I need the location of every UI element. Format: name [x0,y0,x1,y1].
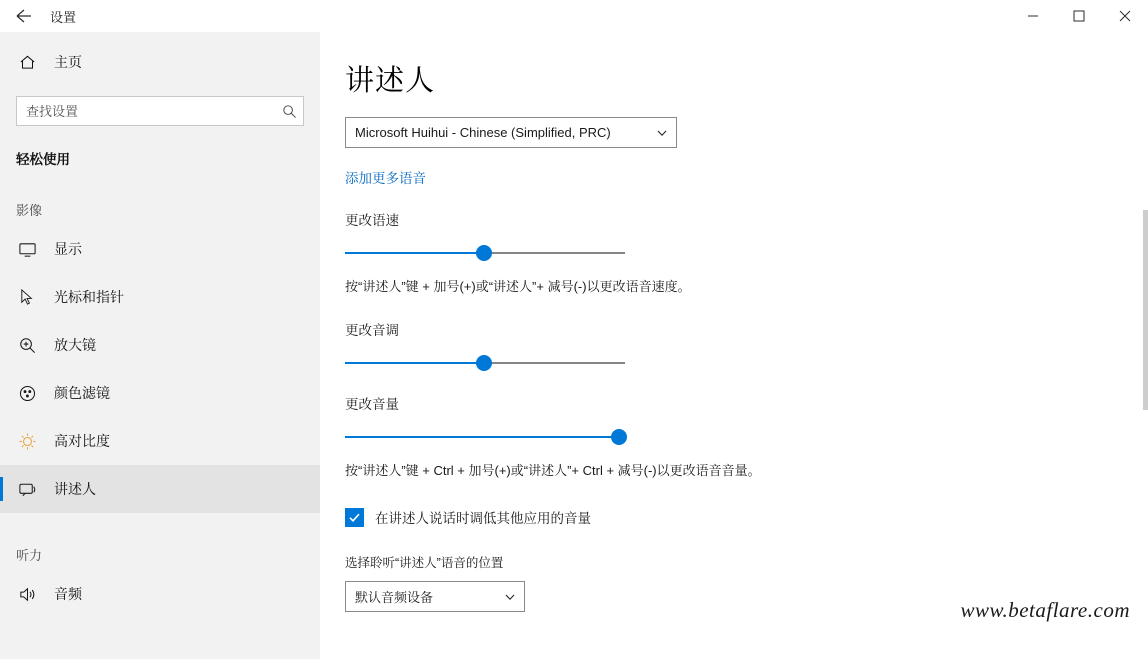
sidebar-item-narrator[interactable] [0,465,320,513]
page-title: 讲述人 [345,65,436,97]
voice-select-value: Microsoft Huihui - Chinese (Simplified, PRC) [355,125,611,140]
narrator-icon [16,480,38,499]
volume-label: 更改音量 [345,397,399,412]
maximize-button[interactable] [1056,0,1102,32]
title-bar [0,0,1148,32]
sidebar-item-audio[interactable] [0,570,320,618]
sidebar-item-label: 光标和指针 [54,289,124,305]
sidebar-item-label: 放大镜 [54,337,96,353]
sidebar-item-home[interactable] [0,42,320,82]
sidebar-item-label: 高对比度 [54,433,110,449]
slider-thumb[interactable] [611,429,627,445]
close-button[interactable] [1102,0,1148,32]
sidebar-home-label: 主页 [54,54,82,70]
volume-hint: 按“讲述人”键 + Ctrl + 加号(+)或“讲述人”+ Ctrl + 减号(-)以更改语音音量。 [345,463,761,478]
sidebar-item-color-filters[interactable] [0,369,320,417]
lower-volume-checkbox[interactable] [345,508,364,527]
sidebar-item-label: 颜色滤镜 [54,385,110,401]
scrollbar-thumb[interactable] [1143,210,1148,410]
lower-volume-checkbox-label: 在讲述人说话时调低其他应用的音量 [375,511,591,526]
minimize-button[interactable] [1010,0,1056,32]
output-device-select[interactable] [345,581,525,612]
slider-fill [345,252,484,254]
window-title: 设置 [50,9,77,25]
speed-hint: 按“讲述人”键 + 加号(+)或“讲述人”+ 减号(-)以更改语音速度。 [345,279,691,294]
back-arrow-icon [13,6,33,26]
sidebar-category-title: 轻松使用 [16,152,70,167]
sidebar-item-label: 显示 [54,241,82,257]
display-icon [16,240,38,259]
sidebar-item-label: 讲述人 [54,481,96,497]
color-filter-icon [16,384,38,403]
sidebar-item-display[interactable] [0,225,320,273]
add-more-voices-link[interactable]: 添加更多语音 [345,171,426,186]
sidebar-item-high-contrast[interactable] [0,417,320,465]
slider-thumb[interactable] [476,245,492,261]
speed-label: 更改语速 [345,213,399,228]
main-scrollbar[interactable] [1143,32,1148,659]
speed-slider[interactable] [345,245,625,261]
volume-slider[interactable] [345,429,625,445]
cursor-pointer-icon [16,288,38,307]
slider-fill [345,436,620,438]
back-button[interactable] [0,0,46,32]
search-input[interactable] [17,103,275,120]
watermark: www.betaflare.com [960,598,1130,622]
home-icon [16,54,38,71]
sidebar-item-cursor-pointer[interactable] [0,273,320,321]
lower-volume-checkbox-row[interactable] [345,507,1148,527]
sidebar-group-heading-vision: 影像 [16,203,43,218]
audio-icon [16,585,38,604]
slider-fill [345,362,484,364]
sidebar-item-magnifier[interactable] [0,321,320,369]
search-box[interactable] [16,96,304,126]
chevron-down-icon [496,591,524,603]
sidebar-group-heading-hearing: 听力 [16,548,43,563]
pitch-slider[interactable] [345,355,625,371]
search-icon[interactable] [275,104,303,119]
sidebar-item-label: 音频 [54,586,82,602]
chevron-down-icon [648,127,676,139]
magnifier-icon [16,336,38,355]
pitch-label: 更改音调 [345,323,399,338]
output-device-label: 选择聆听“讲述人”语音的位置 [345,556,504,570]
high-contrast-icon [16,432,38,451]
sidebar [0,32,320,659]
voice-select[interactable] [345,117,677,148]
main-content [320,32,1148,659]
slider-thumb[interactable] [476,355,492,371]
window-controls [1010,0,1148,32]
output-device-value: 默认音频设备 [355,590,434,605]
